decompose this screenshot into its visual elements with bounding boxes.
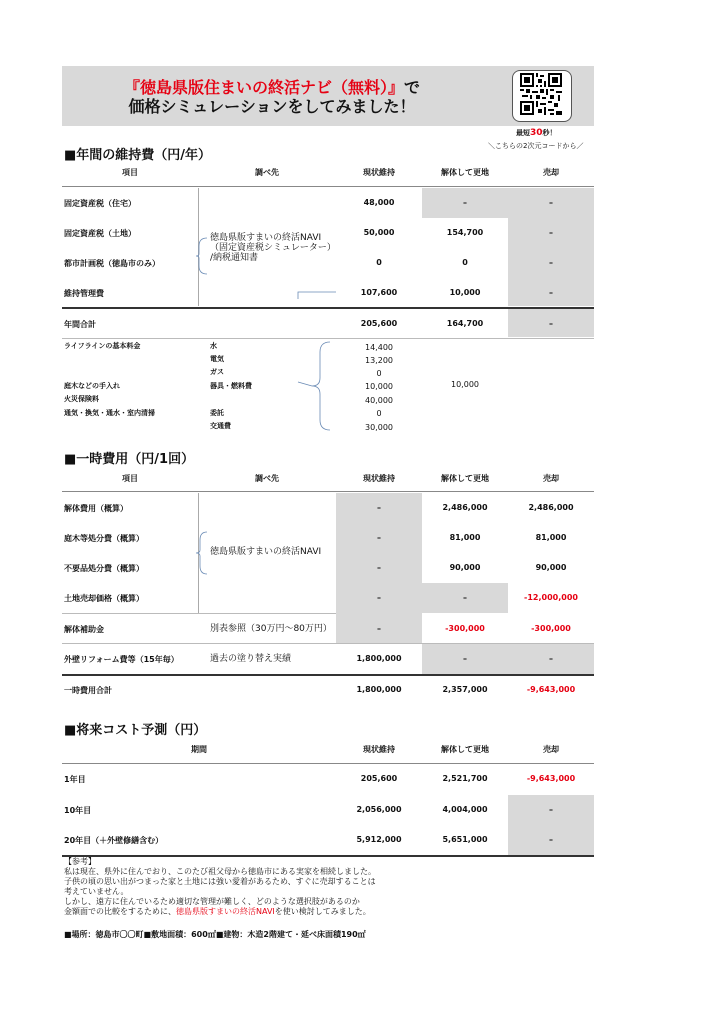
breakdown-mid-item: 水 bbox=[210, 342, 217, 350]
qr-note-sub: ＼こちらの2次元コードから／ bbox=[488, 142, 584, 150]
annual-total-rebuild: 164,700 bbox=[446, 319, 484, 328]
onetime-row-sell: 90,000 bbox=[535, 563, 567, 572]
onetime-row-sell: 2,486,000 bbox=[528, 503, 574, 512]
future-row-sell: -9,643,000 bbox=[526, 774, 576, 783]
future-row-rebuild: 2,521,700 bbox=[442, 774, 488, 783]
annual-row-sell: – bbox=[549, 288, 553, 297]
onetime-row-current: – bbox=[377, 503, 381, 512]
qr-code-icon[interactable] bbox=[520, 73, 562, 115]
divider bbox=[62, 643, 594, 644]
onetime-row-current: – bbox=[377, 533, 381, 542]
breakdown-value: 13,200 bbox=[365, 356, 393, 365]
breakdown-mid-item: 器具・燃料費 bbox=[210, 382, 252, 390]
breakdown-mid-item: 交通費 bbox=[210, 422, 231, 430]
onetime-row-rebuild: – bbox=[463, 654, 467, 663]
reference-last-suffix: を使い検討してみました。 bbox=[274, 907, 371, 916]
breakdown-value: 10,000 bbox=[365, 382, 393, 391]
breakdown-value: 0 bbox=[376, 369, 382, 378]
annual-row-label: 固定資産税（土地） bbox=[64, 229, 136, 238]
source-bracket bbox=[196, 236, 208, 276]
annual-row-current: 50,000 bbox=[363, 228, 395, 237]
onetime-row-source: 別表参照（30万円～80万円） bbox=[210, 624, 332, 634]
divider bbox=[62, 338, 594, 339]
divider bbox=[62, 674, 594, 676]
reference-line: 子供の頃の思い出がつまった家と土地には強い愛着があるため、すぐに売却することは bbox=[64, 877, 376, 886]
future-row-sell: – bbox=[549, 805, 553, 814]
breakdown-mid-item: 委託 bbox=[210, 409, 224, 417]
annual-header-item: 項目 bbox=[122, 168, 138, 177]
annual-total-sell: – bbox=[549, 319, 553, 328]
qr-note-suffix: 秒！ bbox=[542, 129, 557, 137]
reference-line: 考えていません。 bbox=[64, 887, 129, 896]
onetime-row-rebuild: -300,000 bbox=[445, 624, 485, 633]
reference-heading: 【参考】 bbox=[64, 857, 96, 866]
future-header-rebuild: 解体して更地 bbox=[441, 745, 489, 754]
onetime-header-item: 項目 bbox=[122, 474, 138, 483]
maintenance-connector bbox=[296, 290, 338, 300]
onetime-row-current: – bbox=[377, 563, 381, 572]
divider bbox=[62, 186, 594, 187]
annual-total-label: 年間合計 bbox=[64, 320, 96, 329]
breakdown-left-item: 火災保険料 bbox=[64, 395, 99, 403]
onetime-header-source: 調べ先 bbox=[255, 474, 279, 483]
future-row-label: 10年目 bbox=[64, 806, 92, 815]
onetime-row-rebuild: 90,000 bbox=[449, 563, 481, 572]
future-row-current: 205,600 bbox=[360, 774, 398, 783]
onetime-total-rebuild: 2,357,000 bbox=[442, 685, 488, 694]
annual-row-label: 固定資産税（住宅） bbox=[64, 199, 136, 208]
onetime-row-label: 外壁リフォーム費等（15年毎） bbox=[64, 655, 179, 664]
annual-row-rebuild: 0 bbox=[462, 258, 468, 267]
future-row-rebuild: 4,004,000 bbox=[442, 805, 488, 814]
onetime-row-rebuild: – bbox=[463, 593, 467, 602]
annual-header-rebuild: 解体して更地 bbox=[441, 168, 489, 177]
annual-row-sell: – bbox=[549, 228, 553, 237]
onetime-header-sell: 売却 bbox=[543, 474, 559, 483]
breakdown-left-item: 通気・換気・通水・室内清掃 bbox=[64, 409, 155, 417]
annual-header-sell: 売却 bbox=[543, 168, 559, 177]
annual-row-label: 都市計画税（徳島市のみ） bbox=[64, 259, 160, 268]
onetime-row-label: 土地売却価格（概算） bbox=[64, 594, 144, 603]
future-row-rebuild: 5,651,000 bbox=[442, 835, 488, 844]
reference-line: しかし、遠方に住んでいるため適切な管理が難しく、どのような選択肢があるのか bbox=[64, 897, 360, 906]
divider bbox=[62, 491, 594, 492]
onetime-row-sell: 81,000 bbox=[535, 533, 567, 542]
annual-row-current: 48,000 bbox=[363, 198, 395, 207]
future-row-label: 20年目（＋外壁修繕含む） bbox=[64, 836, 164, 845]
onetime-header-rebuild: 解体して更地 bbox=[441, 474, 489, 483]
onetime-row-sell: -300,000 bbox=[531, 624, 571, 633]
onetime-total-label: 一時費用合計 bbox=[64, 686, 112, 695]
annual-header-source: 調べ先 bbox=[255, 168, 279, 177]
breakdown-left-item: ライフラインの基本料金 bbox=[64, 342, 141, 350]
annual-row-rebuild: 154,700 bbox=[446, 228, 484, 237]
reference-line: 私は現在、県外に住んでおり、このたび祖父母から徳島市にある実家を相続しました。 bbox=[64, 867, 376, 876]
source-bracket bbox=[196, 530, 208, 576]
annual-row-current: 107,600 bbox=[360, 288, 398, 297]
annual-row-current: 0 bbox=[376, 258, 382, 267]
future-header-current: 現状維持 bbox=[363, 745, 395, 754]
qr-note-prefix: 最短 bbox=[516, 129, 530, 137]
divider bbox=[62, 613, 336, 614]
annual-source-line: （固定資産税シミュレーター） bbox=[210, 243, 336, 253]
gray-cell bbox=[508, 795, 594, 855]
property-footer: ■場所：徳島市〇〇町■敷地面積：600㎡■建物：木造2階建て・延べ床面積190㎡ bbox=[64, 930, 366, 939]
divider bbox=[62, 855, 594, 857]
banner-title-highlight: 『徳島県版住まいの終活ナビ（無料）』 bbox=[123, 78, 404, 97]
future-section-title: ■将来コスト予測（円） bbox=[64, 723, 207, 738]
annual-section-title: ■年間の維持費（円/年） bbox=[64, 148, 212, 163]
onetime-row-label: 庭木等処分費（概算） bbox=[64, 534, 144, 543]
breakdown-value: 0 bbox=[376, 409, 382, 418]
future-row-sell: – bbox=[549, 835, 553, 844]
onetime-row-rebuild: 2,486,000 bbox=[442, 503, 488, 512]
future-row-label: 1年目 bbox=[64, 775, 86, 784]
future-header-sell: 売却 bbox=[543, 745, 559, 754]
onetime-total-current: 1,800,000 bbox=[356, 685, 402, 694]
future-row-current: 5,912,000 bbox=[356, 835, 402, 844]
future-header-period: 期間 bbox=[191, 745, 207, 754]
onetime-row-current: – bbox=[377, 624, 381, 633]
future-row-current: 2,056,000 bbox=[356, 805, 402, 814]
breakdown-left-item: 庭木などの手入れ bbox=[64, 382, 120, 390]
annual-row-sell: – bbox=[549, 258, 553, 267]
reference-last-prefix: 金額面での比較をするために、 bbox=[64, 907, 176, 916]
onetime-total-sell: -9,643,000 bbox=[526, 685, 576, 694]
onetime-row-label: 不要品処分費（概算） bbox=[64, 564, 144, 573]
onetime-header-current: 現状維持 bbox=[363, 474, 395, 483]
onetime-row-source: 過去の塗り替え実績 bbox=[210, 654, 292, 664]
onetime-row-sell: -12,000,000 bbox=[524, 593, 578, 602]
breakdown-mid-item: 電気 bbox=[210, 355, 224, 363]
breakdown-value: 40,000 bbox=[365, 396, 393, 405]
annual-header-current: 現状維持 bbox=[363, 168, 395, 177]
breakdown-value: 30,000 bbox=[365, 423, 393, 432]
banner-subtitle: 価格シミュレーションをしてみました！ bbox=[128, 97, 416, 116]
annual-row-rebuild: – bbox=[463, 198, 467, 207]
onetime-navi-source: 徳島県版すまいの終活NAVI bbox=[210, 547, 322, 557]
divider bbox=[62, 763, 594, 764]
banner-title bbox=[62, 78, 482, 98]
qr-note-number: 30 bbox=[530, 128, 543, 138]
annual-row-rebuild: 10,000 bbox=[449, 288, 481, 297]
onetime-row-label: 解体費用（概算） bbox=[64, 504, 128, 513]
annual-source-line: /納税通知書 bbox=[210, 253, 259, 263]
breakdown-rebuild-value: 10,000 bbox=[451, 380, 479, 389]
onetime-row-label: 解体補助金 bbox=[64, 625, 104, 634]
breakdown-value: 14,400 bbox=[365, 343, 393, 352]
divider bbox=[62, 307, 594, 309]
qr-note bbox=[516, 128, 557, 138]
reference-last-line bbox=[64, 907, 371, 917]
breakdown-bracket bbox=[296, 340, 336, 432]
reference-last-highlight: 徳島県版すまいの終活NAVI bbox=[176, 907, 275, 916]
breakdown-mid-item: ガス bbox=[210, 368, 224, 376]
annual-source-line: 徳島県版すまいの終活NAVI bbox=[210, 233, 322, 243]
banner-title-tail: で bbox=[404, 78, 421, 97]
onetime-row-rebuild: 81,000 bbox=[449, 533, 481, 542]
onetime-row-current: 1,800,000 bbox=[356, 654, 402, 663]
annual-row-sell: – bbox=[549, 198, 553, 207]
onetime-row-current: – bbox=[377, 593, 381, 602]
annual-total-current: 205,600 bbox=[360, 319, 398, 328]
onetime-section-title: ■一時費用（円/1回） bbox=[64, 452, 195, 467]
onetime-row-sell: – bbox=[549, 654, 553, 663]
annual-row-label: 維持管理費 bbox=[64, 289, 104, 298]
